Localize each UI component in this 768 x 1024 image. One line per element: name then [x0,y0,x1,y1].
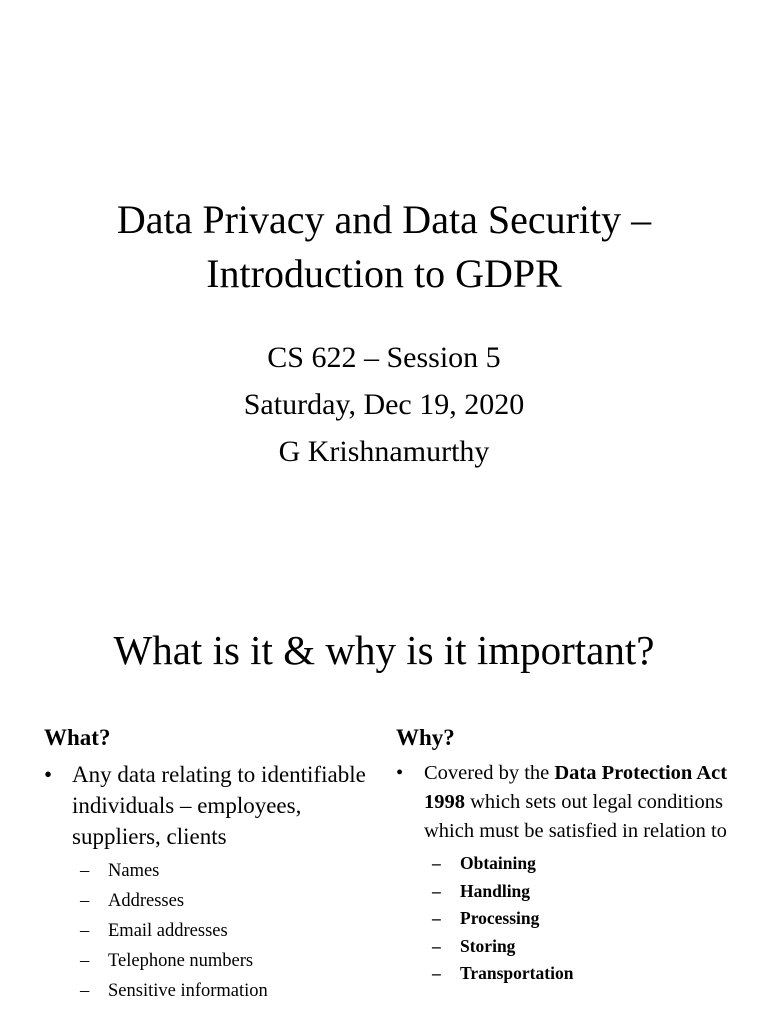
what-heading: What? [44,725,111,750]
list-item [80,916,384,946]
list-item-text: Telephone numbers [108,951,254,971]
what-column [44,723,384,1006]
list-item-text: Processing [460,908,540,928]
list-item [80,976,384,1006]
session-label: CS 622 – Session 5 [267,341,501,374]
session-date: Saturday, Dec 19, 2020 [243,388,525,421]
slide-subtitle [0,334,768,475]
why-column [396,723,741,988]
dash-marker: – [432,908,441,928]
dash-marker: – [432,880,441,901]
dash-marker: – [80,891,90,911]
dash-marker: – [432,853,441,873]
what-bullet-text: Any data relating to identifiable individuals – employees, suppliers, clients [72,762,366,849]
dash-marker: – [80,861,90,881]
bullet-marker: • [44,762,53,787]
list-item-text: Handling [460,880,531,901]
list-item [432,878,741,906]
slide-title [0,193,768,301]
why-bullet-pre: Covered by the [424,762,555,784]
dash-marker: – [432,935,441,956]
why-bullet [396,759,741,846]
list-item-text: Sensitive information [108,981,268,1001]
why-sub-list [396,850,741,988]
title-line-2: Introduction to GDPR [206,251,562,296]
presenter-name: G Krishnamurthy [278,435,490,468]
what-sub-list [44,856,384,1006]
content-slide-title: What is it & why is it important? [113,627,655,673]
list-item-text: Addresses [108,891,185,911]
list-item-text: Email addresses [108,921,228,941]
list-item-text: Storing [460,935,516,956]
content-slide [0,595,768,1024]
what-bullet [44,759,384,852]
list-item [80,946,384,976]
list-item-text: Names [108,861,160,881]
title-line-1: Data Privacy and Data Security – [116,197,652,242]
bullet-marker: • [396,762,404,784]
dash-marker: – [80,981,90,1001]
list-item-text: Obtaining [460,853,536,873]
list-item-text: Transportation [460,963,574,983]
why-bullet-act: Data Protection Act 1998 [424,762,728,813]
list-item [432,960,741,988]
list-item [432,905,741,933]
dash-marker: – [432,963,441,983]
list-item [80,886,384,916]
dash-marker: – [80,951,90,971]
list-item [432,850,741,878]
list-item [80,856,384,886]
why-bullet-post: which sets out legal conditions which must be satisfied in relation to [424,791,727,842]
list-item [432,933,741,961]
why-heading: Why? [396,725,455,750]
dash-marker: – [80,921,90,941]
